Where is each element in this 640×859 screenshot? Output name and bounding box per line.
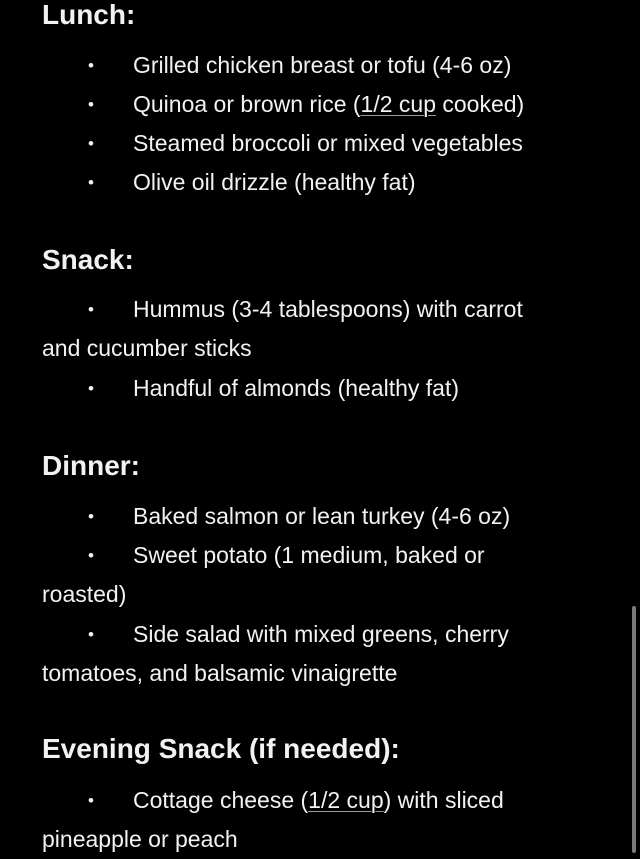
list-item — [42, 85, 602, 124]
bullet: • — [88, 791, 94, 810]
underlined-phrase: 1/2 cup — [308, 787, 384, 813]
item-text: Side salad with mixed greens, cherry — [133, 621, 509, 647]
bullet: • — [88, 95, 94, 114]
vertical-scrollbar[interactable] — [632, 606, 636, 853]
bullet: • — [88, 625, 94, 644]
bullet: • — [88, 300, 94, 319]
list-item — [42, 497, 602, 536]
bullet: • — [88, 507, 94, 526]
item-text-continued: roasted) — [42, 581, 127, 607]
section-title-lunch: Lunch: — [42, 0, 136, 30]
section-title-evening-snack: Evening Snack (if needed): — [42, 733, 400, 764]
item-text: Quinoa or brown rice (1/2 cup cooked) — [133, 91, 525, 117]
underlined-phrase: 1/2 cup — [360, 91, 436, 117]
list-item — [42, 536, 602, 614]
item-text-continued: and cucumber sticks — [42, 335, 252, 361]
list-item — [42, 124, 602, 163]
list-item — [42, 163, 602, 202]
item-text-continued: pineapple or peach — [42, 826, 238, 852]
bullet: • — [88, 379, 94, 398]
item-text-continued: tomatoes, and balsamic vinaigrette — [42, 660, 398, 686]
item-text: Olive oil drizzle (healthy fat) — [133, 169, 416, 195]
item-text: Baked salmon or lean turkey (4-6 oz) — [133, 503, 511, 529]
bullet: • — [88, 134, 94, 153]
list-item — [42, 615, 602, 693]
list-item — [42, 46, 602, 85]
list-item — [42, 369, 602, 408]
item-text: Handful of almonds (healthy fat) — [133, 375, 460, 401]
bullet: • — [88, 56, 94, 75]
item-text: Cottage cheese (1/2 cup) with sliced — [133, 787, 504, 813]
bullet: • — [88, 546, 94, 565]
item-text: Hummus (3-4 tablespoons) with carrot — [133, 296, 523, 322]
bullet: • — [88, 173, 94, 192]
list-item — [42, 781, 602, 859]
section-title-dinner: Dinner: — [42, 450, 140, 481]
list-item — [42, 290, 602, 368]
item-text: Grilled chicken breast or tofu (4-6 oz) — [133, 52, 512, 78]
item-text: Steamed broccoli or mixed vegetables — [133, 130, 523, 156]
item-text: Sweet potato (1 medium, baked or — [133, 542, 485, 568]
section-title-snack: Snack: — [42, 244, 134, 275]
